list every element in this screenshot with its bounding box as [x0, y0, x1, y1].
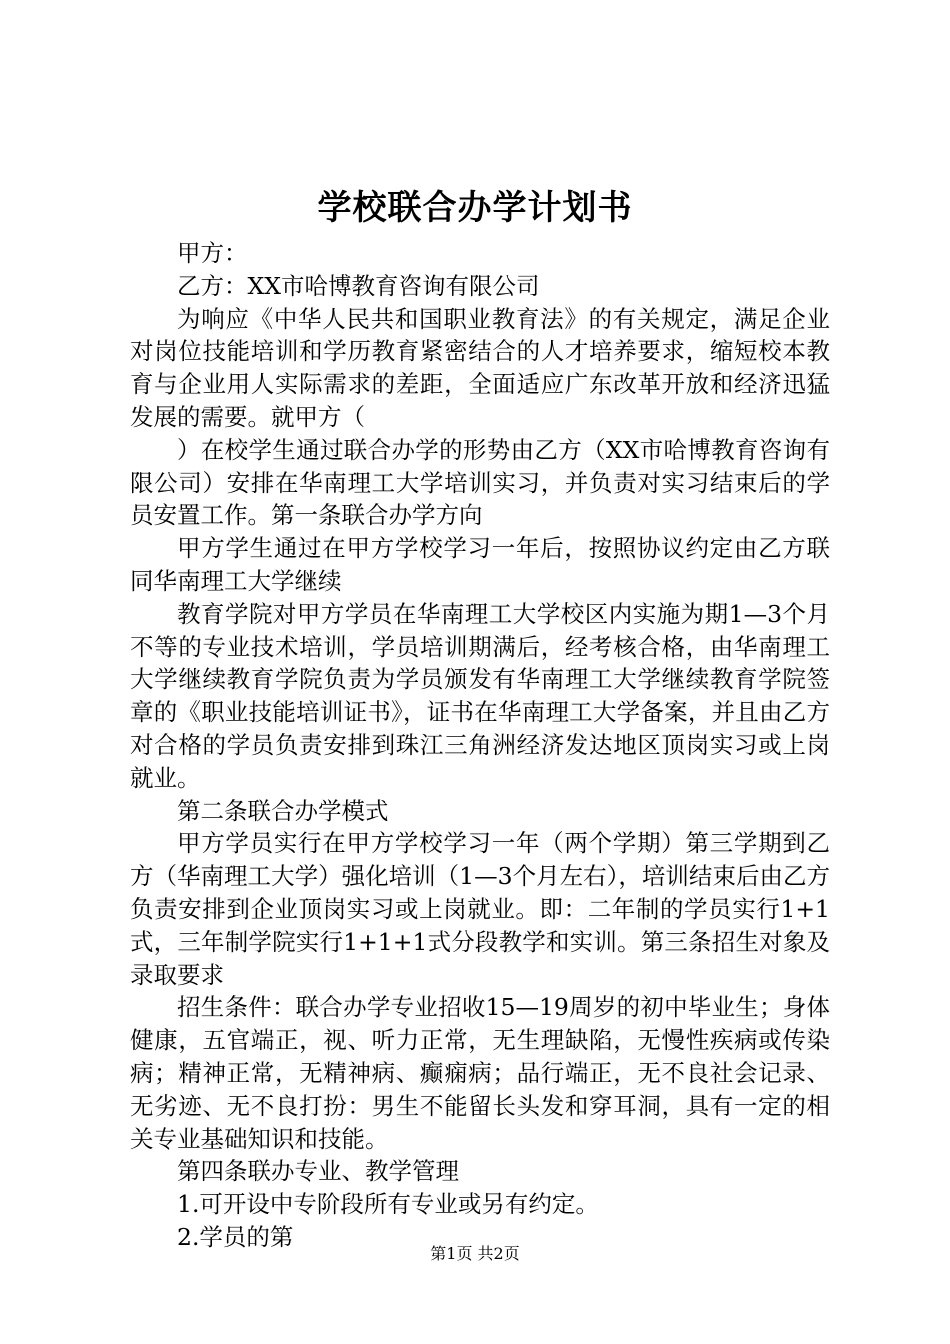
paragraph-intro: 为响应《中华人民共和国职业教育法》的有关规定，满足企业对岗位技能培训和学历教育紧密结合的人才培养要求，缩短校本教育与企业用人实际需求的差距，全面适应广东改革开放和经济迅猛发展的需要。就甲方（: [130, 304, 830, 431]
paragraph-party-b: 乙方：XX市哈博教育咨询有限公司: [177, 271, 540, 300]
document-body: [130, 237, 830, 1254]
paragraph-direction: 甲方学生通过在甲方学校学习一年后，按照协议约定由乙方联同华南理工大学继续: [130, 534, 830, 595]
paragraph-admission: 招生条件：联合办学专业招收15—19周岁的初中毕业生；身体健康，五官端正，视、听力正常，无生理缺陷，无慢性疾病或传染病；精神正常，无精神病、癫痫病；品行端正，无不良社会记录、无劣迹、无不良打扮：男生不能留长头发和穿耳洞，具有一定的相关专业基础知识和技能。: [130, 993, 830, 1153]
paragraph-party-a: 甲方：: [177, 239, 248, 267]
paragraph-item-1: 1.可开设中专阶段所有专业或另有约定。: [177, 1190, 599, 1219]
page-number-footer: 第1页 共2页: [430, 1244, 520, 1263]
document-title: 学校联合办学计划书: [317, 188, 633, 228]
paragraph-arrangement: ）在校学生通过联合办学的形势由乙方（XX市哈博教育咨询有限公司）安排在华南理工大学培训实习，并负责对实习结束后的学员安置工作。第一条联合办学方向: [130, 435, 830, 530]
paragraph-article-4-heading: 第四条联办专业、教学管理: [177, 1157, 459, 1186]
paragraph-item-2: 2.学员的第: [177, 1222, 294, 1251]
paragraph-mode: 甲方学员实行在甲方学校学习一年（两个学期）第三学期到乙方（华南理工大学）强化培训（1—3个月左右），培训结束后由乙方负责安排到企业顶岗实习或上岗就业。即：二年制的学员实行1+1式，三年制学院实行1+1+1式分段教学和实训。第三条招生对象及录取要求: [130, 829, 830, 989]
paragraph-training: 教育学院对甲方学员在华南理工大学校区内实施为期1—3个月不等的专业技术培训，学员培训期满后，经考核合格，由华南理工大学继续教育学院负责为学员颁发有华南理工大学继续教育学院签章的《职业技能培训证书》，证书在华南理工大学备案，并且由乙方对合格的学员负责安排到珠江三角洲经济发达地区顶岗实习或上岗就业。: [130, 599, 830, 792]
paragraph-article-2-heading: 第二条联合办学模式: [177, 796, 389, 825]
